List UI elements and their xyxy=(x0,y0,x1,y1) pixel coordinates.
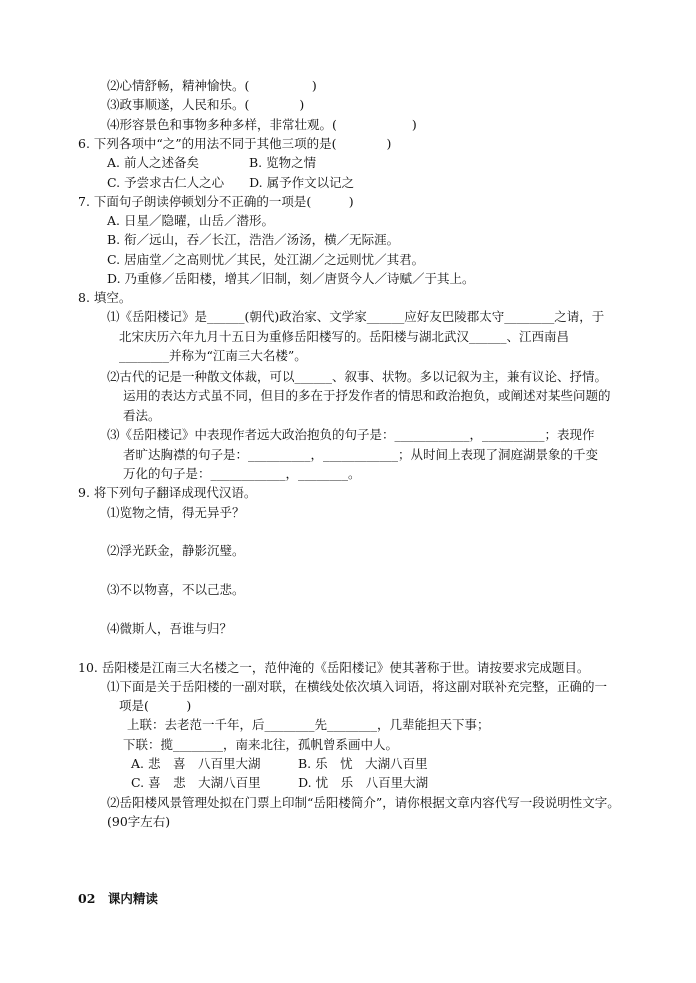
option-line: A. 悲 喜 八百里大湖 B. 乐 忧 大湖八百里 xyxy=(131,756,428,771)
option-line: C. 予尝求古仁人之心 D. 属予作文以记之 xyxy=(107,175,355,190)
text-line: 看法。 xyxy=(123,408,161,423)
text-line: ⑷形容景色和事物多种多样，非常壮观。( ) xyxy=(107,117,417,132)
option-line: B. 衔／远山，吞／长江，浩浩／汤汤，横／无际涯。 xyxy=(107,232,400,247)
couplet-upper: 上联：去老范一千年，后________先________，几辈能担天下事； xyxy=(127,717,490,732)
option-line: D. 乃重修／岳阳楼，增其／旧制，刻／唐贤今人／诗赋／于其上。 xyxy=(107,271,475,286)
question-9: 9. 将下列句子翻译成现代汉语。 xyxy=(78,485,257,500)
text-line: ⑶政事顺遂，人民和乐。( ) xyxy=(107,97,305,112)
couplet-lower: 下联：揽________，南来北往，孤帆曾系画中人。 xyxy=(123,737,399,752)
option-line: C. 居庙堂／之高则忧／其民，处江湖／之远则忧／其君。 xyxy=(107,252,425,267)
text-line: 万化的句子是：____________，________。 xyxy=(123,466,361,481)
section-heading: 02 课内精读 xyxy=(78,891,158,906)
question-8: 8. 填空。 xyxy=(78,290,132,305)
option-line: A. 前人之述备矣 B. 览物之情 xyxy=(107,155,317,170)
text-line: ⑵浮光跃金，静影沉璧。 xyxy=(107,543,245,558)
text-line: ⑴览物之情，得无异乎？ xyxy=(107,505,245,520)
text-line: ⑴下面是关于岳阳楼的一副对联，在横线处依次填入词语，将这副对联补充完整，正确的一 xyxy=(107,679,608,694)
text-line: ⑵古代的记是一种散文体裁，可以______、叙事、状物。多以记叙为主，兼有议论、抒情。 xyxy=(107,369,608,384)
text-line: 北宋庆历六年九月十五日为重修岳阳楼写的。岳阳楼与湖北武汉______、江西南昌 xyxy=(119,329,570,344)
option-line: C. 喜 悲 大湖八百里 D. 忧 乐 八百里大湖 xyxy=(131,775,429,790)
text-line: ________并称为“江南三大名楼”。 xyxy=(119,348,307,363)
text-line: ⑶《岳阳楼记》中表现作者远大政治抱负的句子是：____________，__________；表现作 xyxy=(107,427,595,442)
text-line: ⑶不以物喜，不以己悲。 xyxy=(107,582,245,597)
text-line: ⑷微斯人，吾谁与归？ xyxy=(107,621,233,636)
text-line: 者旷达胸襟的句子是：__________，____________；从时间上表现了洞庭湖景象的千变 xyxy=(123,447,599,462)
question-6: 6. 下列各项中“之”的用法不同于其他三项的是( ) xyxy=(78,136,392,151)
text-line: 运用的表达方式虽不同，但目的多在于抒发作者的情思和政治抱负，或阐述对某些问题的 xyxy=(123,388,611,403)
text-line: ⑵心情舒畅，精神愉快。( ) xyxy=(107,78,317,93)
option-line: A. 日星／隐曜，山岳／潜形。 xyxy=(107,213,274,228)
question-10: 10. 岳阳楼是江南三大名楼之一，范仲淹的《岳阳楼记》使其著称于世。请按要求完成题目。 xyxy=(78,660,590,675)
text-line: ⑵岳阳楼风景管理处拟在门票上印制“岳阳楼简介”，请你根据文章内容代写一段说明性文字。 xyxy=(107,795,620,810)
text-line: 项是( ) xyxy=(119,698,192,713)
text-line: (90字左右) xyxy=(107,814,171,829)
question-7: 7. 下面句子朗读停顿划分不正确的一项是( ) xyxy=(78,194,354,209)
text-line: ⑴《岳阳楼记》是______(朝代)政治家、文学家______应好友巴陵郡太守________之请，于 xyxy=(107,309,605,324)
